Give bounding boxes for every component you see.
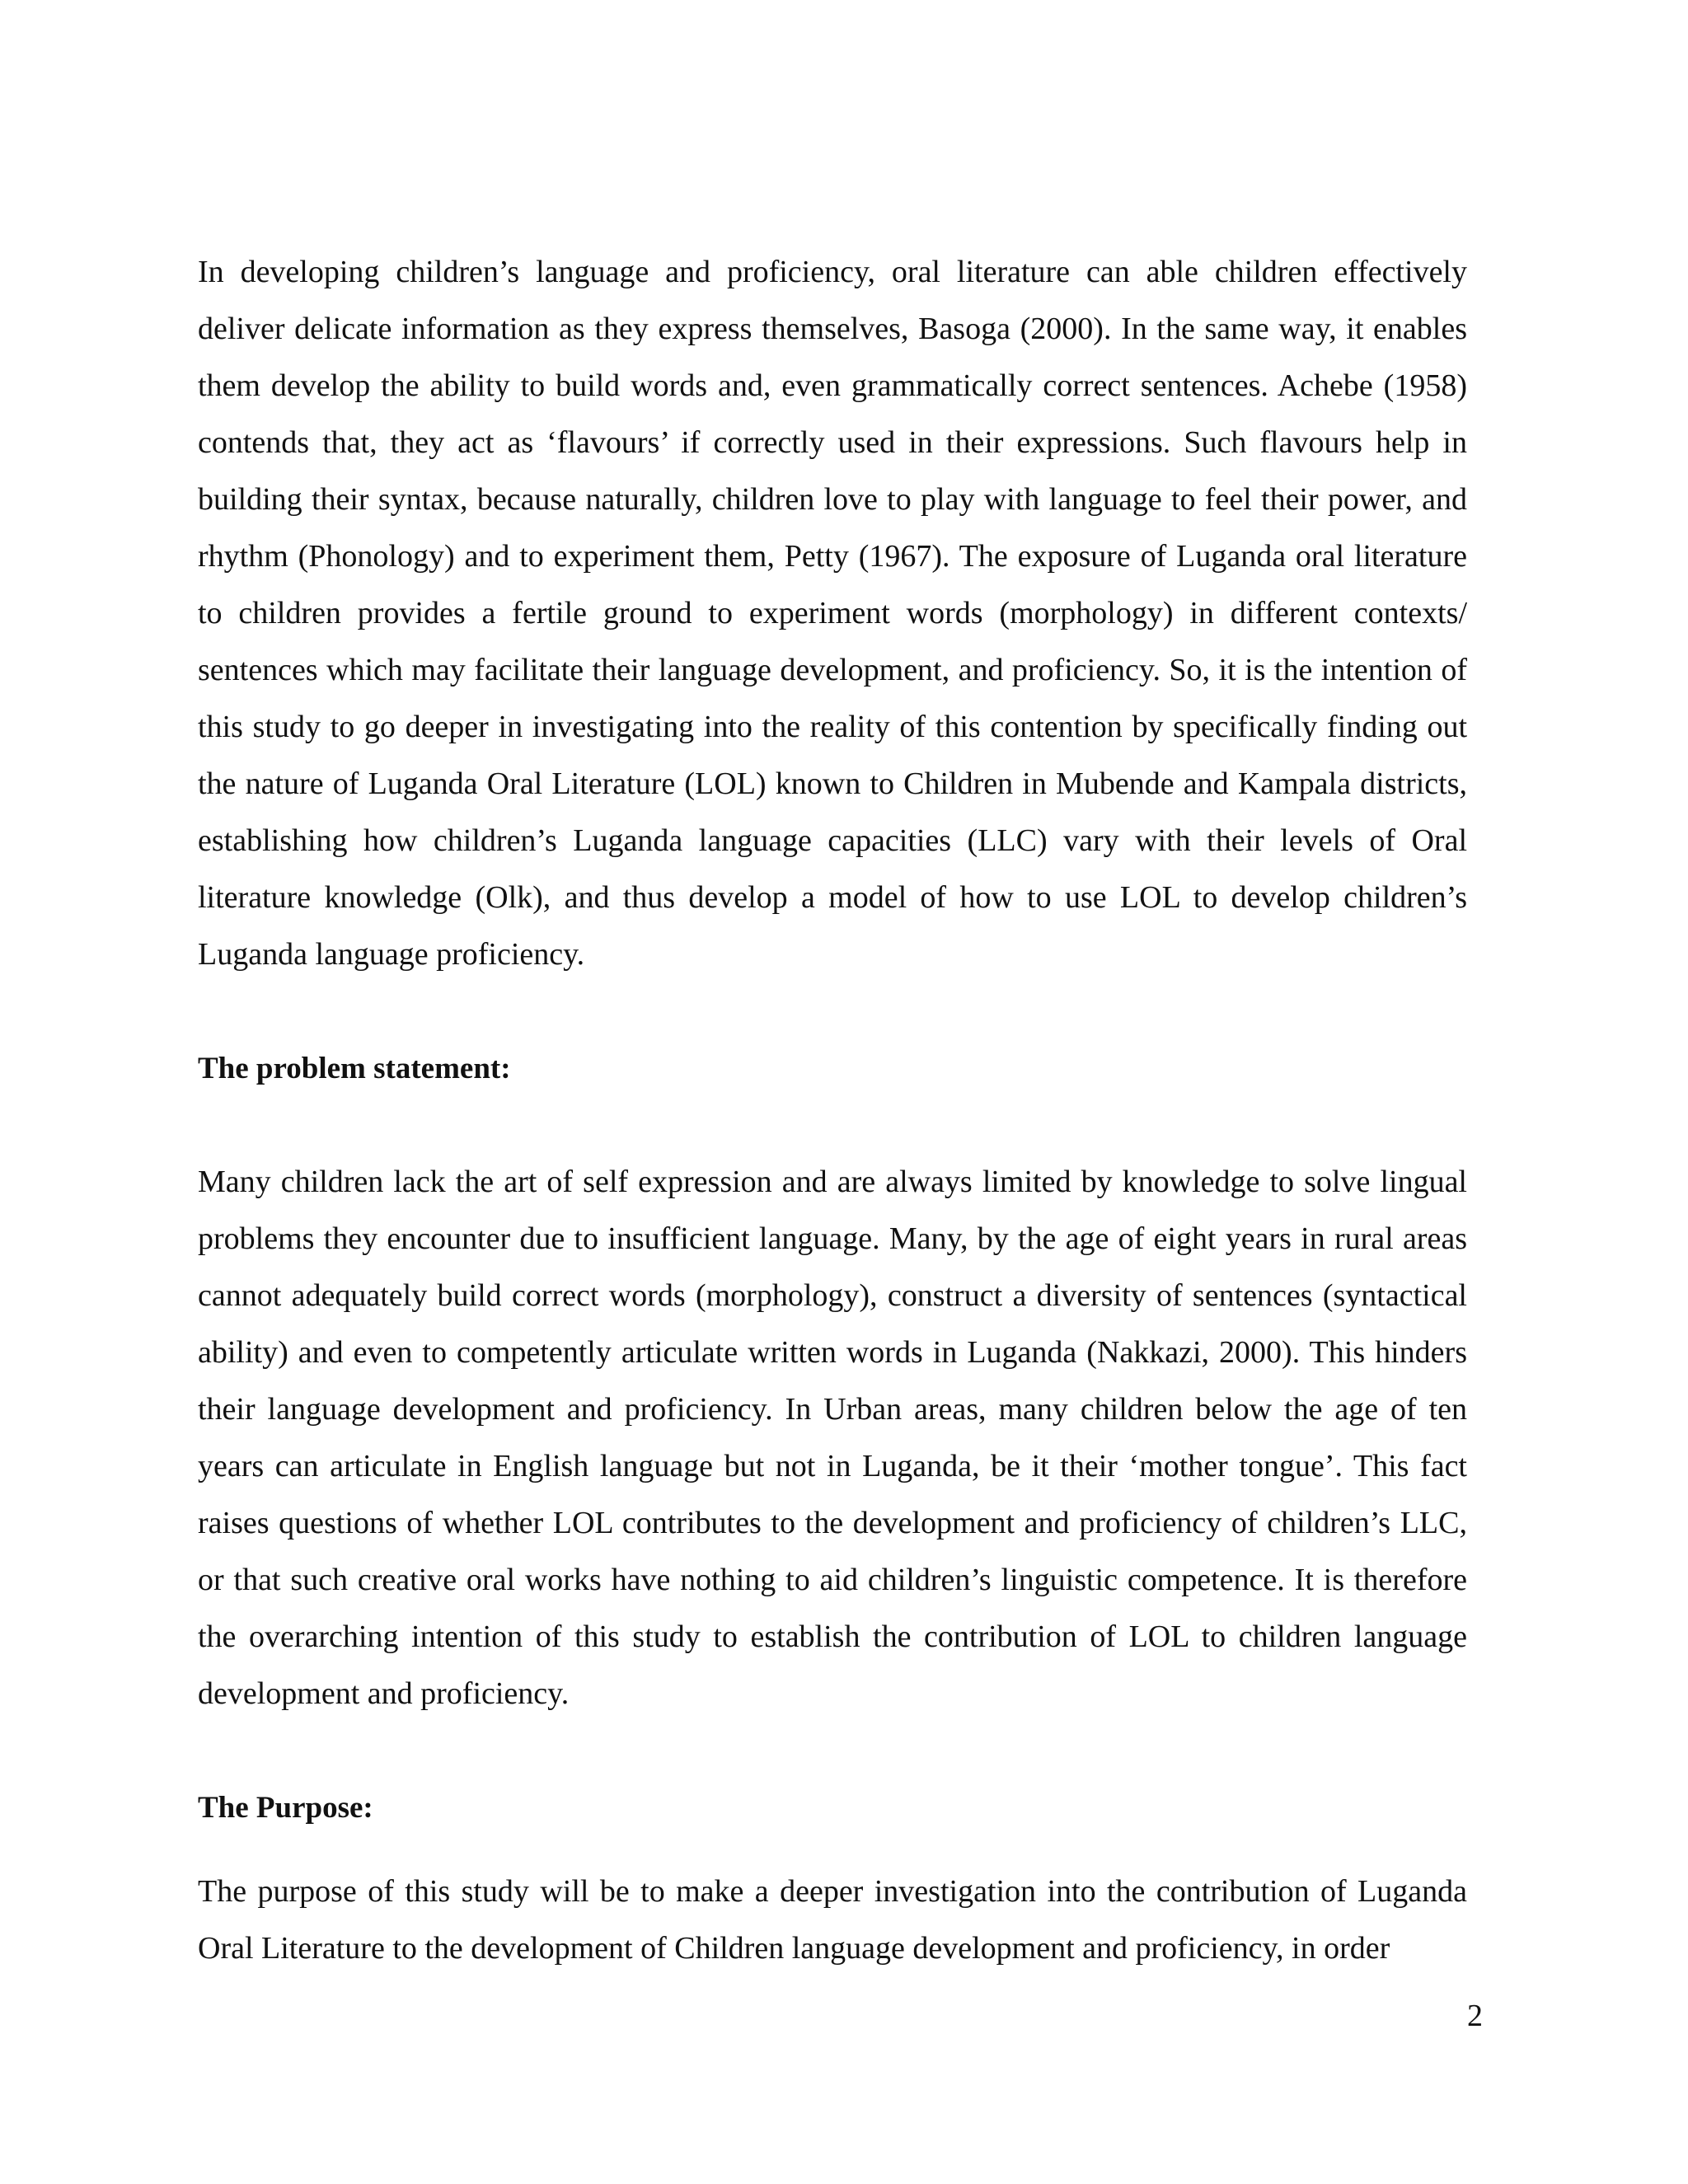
page-content: [198, 244, 1467, 1977]
problem-statement-heading: The problem statement:: [198, 1052, 511, 1085]
spacer: [198, 983, 1467, 1040]
intro-paragraph: In developing children’s language and proficiency, oral literature can able children effectively deliver delicate information as they express themselves, Basoga (2000). In the same way, it enables them develop the ability to build words and, even grammatically correct sentences. Achebe (1958) contends that, they act as ‘flavours’ if correctly used in their expressions. Such flavours help in building their syntax, because naturally, children love to play with language to feel their power, and rhythm (Phonology) and to experiment them, Petty (1967). The exposure of Luganda oral literature to children provides a fertile ground to experiment words (morphology) in different contexts/ sentences which may facilitate their language development, and proficiency. So, it is the intention of this study to go deeper in investigating into the reality of this contention by specifically finding out the nature of Luganda Oral Literature (LOL) known to Children in Mubende and Kampala districts, establishing how children’s Luganda language capacities (LLC) vary with their levels of Oral literature knowledge (Olk), and thus develop a model of how to use LOL to develop children’s Luganda language proficiency.: [198, 255, 1467, 972]
purpose-paragraph: The purpose of this study will be to make a deeper investigation into the contribution of Luganda Oral Literature to the development of Children language development and proficiency, in order: [198, 1874, 1467, 1966]
spacer: [198, 1836, 1467, 1863]
spacer: [198, 1722, 1467, 1779]
purpose-heading: The Purpose:: [198, 1791, 373, 1825]
page-number: 2: [1467, 1999, 1483, 2033]
spacer: [198, 1097, 1467, 1154]
problem-statement-paragraph: Many children lack the art of self expression and are always limited by knowledge to solve lingual problems they encounter due to insufficient language. Many, by the age of eight years in rural areas cannot adequately build correct words (morphology), construct a diversity of sentences (syntactical ability) and even to competently articulate written words in Luganda (Nakkazi, 2000). This hinders their language development and proficiency. In Urban areas, many children below the age of ten years can articulate in English language but not in Luganda, be it their ‘mother tongue’. This fact raises questions of whether LOL contributes to the development and proficiency of children’s LLC, or that such creative oral works have nothing to aid children’s linguistic competence. It is therefore the overarching intention of this study to establish the contribution of LOL to children language development and proficiency.: [198, 1165, 1467, 1711]
